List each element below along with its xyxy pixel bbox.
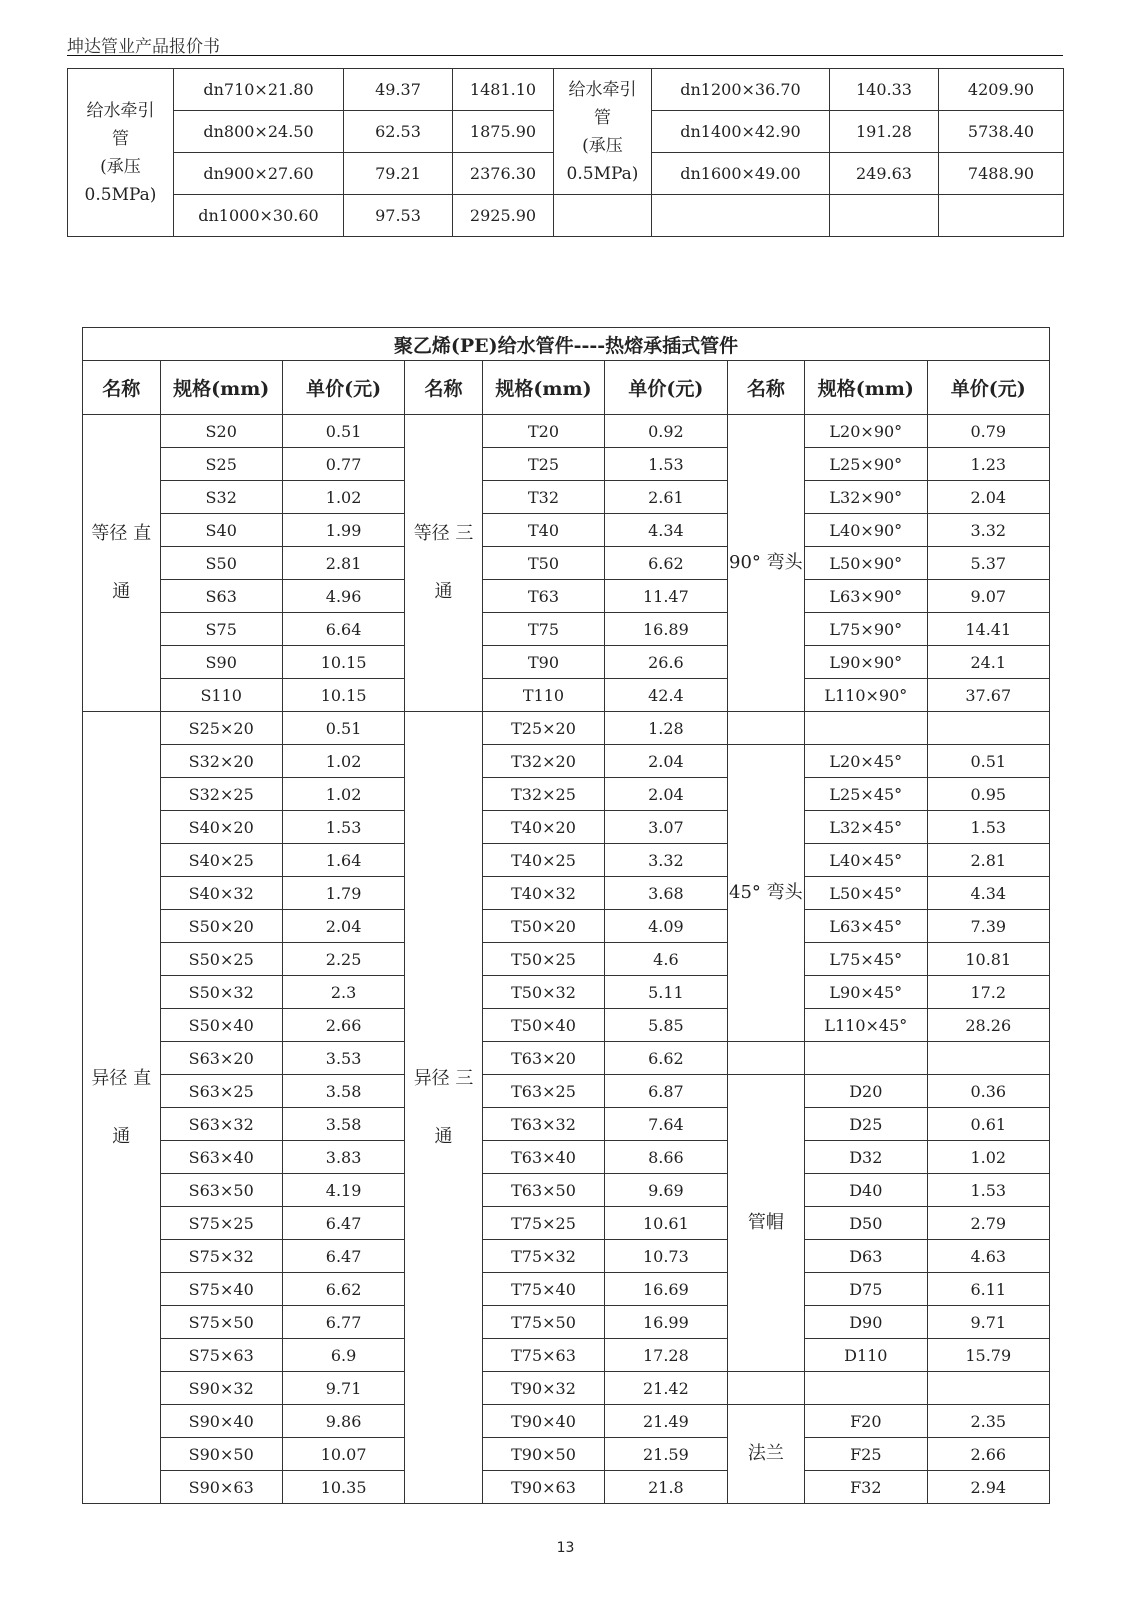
spec-cell: S75×32 (160, 1240, 282, 1273)
spec-cell: T50×40 (482, 1009, 604, 1042)
price-cell: 0.36 (927, 1075, 1050, 1108)
spec-cell: T50 (482, 547, 604, 580)
table-row (83, 1009, 1050, 1042)
spec-cell: T25×20 (482, 712, 604, 745)
spec-cell: D20 (805, 1075, 927, 1108)
table-title: 聚乙烯(PE)给水管件----热熔承插式管件 (83, 328, 1050, 361)
column-header: 规格(mm) (805, 361, 927, 415)
price-cell (830, 195, 939, 237)
price-cell: 6.87 (605, 1075, 727, 1108)
price-cell: 2.04 (927, 481, 1050, 514)
price-cell: 2.66 (282, 1009, 404, 1042)
empty-cell (727, 1042, 805, 1075)
spec-cell: dn800×24.50 (174, 111, 344, 153)
spec-cell: S20 (160, 415, 282, 448)
price-cell: 16.89 (605, 613, 727, 646)
price-cell: 4.09 (605, 910, 727, 943)
spec-cell: T90×50 (482, 1438, 604, 1471)
price-cell: 0.92 (605, 415, 727, 448)
price-cell: 7488.90 (939, 153, 1064, 195)
spec-cell: T90×63 (482, 1471, 604, 1504)
product-name-line: 给水牵引 (568, 79, 637, 100)
spec-cell: S63×20 (160, 1042, 282, 1075)
spec-cell (652, 195, 830, 237)
spec-cell: S63 (160, 580, 282, 613)
price-cell: 24.1 (927, 646, 1050, 679)
spec-cell: S75×63 (160, 1339, 282, 1372)
spec-cell: dn900×27.60 (174, 153, 344, 195)
table-row (83, 877, 1050, 910)
price-cell: 3.53 (282, 1042, 404, 1075)
spec-cell: D25 (805, 1108, 927, 1141)
spec-cell: T40×20 (482, 811, 604, 844)
table-row (83, 712, 1050, 745)
spec-cell: S40×32 (160, 877, 282, 910)
price-cell: 17.28 (605, 1339, 727, 1372)
spec-cell: F25 (805, 1438, 927, 1471)
spec-cell: T25 (482, 448, 604, 481)
price-cell: 2.3 (282, 976, 404, 1009)
spec-cell: L75×45° (805, 943, 927, 976)
price-cell: 9.71 (927, 1306, 1050, 1339)
price-cell: 4.34 (927, 877, 1050, 910)
price-cell: 2.94 (927, 1471, 1050, 1504)
price-cell: 17.2 (927, 976, 1050, 1009)
table-row (83, 1141, 1050, 1174)
price-cell: 2925.90 (453, 195, 554, 237)
price-cell: 249.63 (830, 153, 939, 195)
table-row (83, 1174, 1050, 1207)
spec-cell: S90×40 (160, 1405, 282, 1438)
price-cell: 21.49 (605, 1405, 727, 1438)
price-cell: 6.47 (282, 1240, 404, 1273)
table-row (83, 481, 1050, 514)
spec-cell: T50×32 (482, 976, 604, 1009)
price-cell: 1875.90 (453, 111, 554, 153)
column-header: 名称 (405, 361, 483, 415)
spec-cell: T90 (482, 646, 604, 679)
spec-cell: S90×63 (160, 1471, 282, 1504)
spec-cell: L25×45° (805, 778, 927, 811)
product-name-line: 0.5MPa) (566, 163, 639, 184)
spec-cell: T90×40 (482, 1405, 604, 1438)
spec-cell: S32×20 (160, 745, 282, 778)
column-header: 规格(mm) (482, 361, 604, 415)
spec-cell: T32×25 (482, 778, 604, 811)
spec-cell: T75×40 (482, 1273, 604, 1306)
price-cell: 5738.40 (939, 111, 1064, 153)
spec-cell: L50×90° (805, 547, 927, 580)
spec-cell: T63×32 (482, 1108, 604, 1141)
table-row (83, 547, 1050, 580)
price-cell: 0.51 (282, 712, 404, 745)
price-cell: 16.69 (605, 1273, 727, 1306)
spec-cell: L32×45° (805, 811, 927, 844)
price-cell: 5.11 (605, 976, 727, 1009)
spec-cell: T90×32 (482, 1372, 604, 1405)
spec-cell: T75×32 (482, 1240, 604, 1273)
price-cell (927, 1042, 1050, 1075)
spec-cell: L40×90° (805, 514, 927, 547)
price-cell: 10.61 (605, 1207, 727, 1240)
table-row (83, 1273, 1050, 1306)
spec-cell: S110 (160, 679, 282, 712)
spec-cell: L20×90° (805, 415, 927, 448)
spec-cell: L40×45° (805, 844, 927, 877)
column-header: 单价(元) (927, 361, 1050, 415)
price-cell: 4.34 (605, 514, 727, 547)
price-cell: 4.63 (927, 1240, 1050, 1273)
price-cell: 191.28 (830, 111, 939, 153)
price-cell: 10.07 (282, 1438, 404, 1471)
spec-cell: D63 (805, 1240, 927, 1273)
table-row (83, 613, 1050, 646)
price-cell: 3.32 (927, 514, 1050, 547)
spec-cell: T40×25 (482, 844, 604, 877)
price-cell: 1.99 (282, 514, 404, 547)
table-row (83, 1438, 1050, 1471)
price-cell: 26.6 (605, 646, 727, 679)
price-cell: 42.4 (605, 679, 727, 712)
table-row (68, 69, 1064, 111)
column-header: 名称 (83, 361, 161, 415)
column-header: 规格(mm) (160, 361, 282, 415)
spec-cell: S40 (160, 514, 282, 547)
price-cell: 0.61 (927, 1108, 1050, 1141)
price-cell: 2.81 (927, 844, 1050, 877)
price-cell: 1.23 (927, 448, 1050, 481)
price-cell: 11.47 (605, 580, 727, 613)
table-row (83, 514, 1050, 547)
spec-cell: dn1000×30.60 (174, 195, 344, 237)
spec-cell: T50×20 (482, 910, 604, 943)
spec-cell: S75×25 (160, 1207, 282, 1240)
spec-cell: T40×32 (482, 877, 604, 910)
spec-cell: T63×20 (482, 1042, 604, 1075)
product-name-line: 管 (112, 128, 129, 149)
spec-cell: D110 (805, 1339, 927, 1372)
spec-cell: F32 (805, 1471, 927, 1504)
table-row (83, 1075, 1050, 1108)
spec-cell: dn710×21.80 (174, 69, 344, 111)
price-cell: 2.66 (927, 1438, 1050, 1471)
spec-cell: T32 (482, 481, 604, 514)
price-cell: 10.15 (282, 646, 404, 679)
price-cell: 28.26 (927, 1009, 1050, 1042)
table-row (83, 1306, 1050, 1339)
spec-cell: dn1200×36.70 (652, 69, 830, 111)
price-cell: 1.64 (282, 844, 404, 877)
spec-cell: S63×25 (160, 1075, 282, 1108)
spec-cell: T63×40 (482, 1141, 604, 1174)
spec-cell: S50×40 (160, 1009, 282, 1042)
price-cell: 2.25 (282, 943, 404, 976)
table-row (83, 811, 1050, 844)
spec-cell: S63×50 (160, 1174, 282, 1207)
column-header: 单价(元) (282, 361, 404, 415)
empty-cell (554, 195, 652, 237)
price-cell (939, 195, 1064, 237)
spec-cell: S40×20 (160, 811, 282, 844)
price-cell: 1481.10 (453, 69, 554, 111)
price-cell: 6.9 (282, 1339, 404, 1372)
price-cell: 79.21 (344, 153, 453, 195)
price-cell: 2376.30 (453, 153, 554, 195)
traction-pipe-table (67, 68, 1064, 237)
table-row (83, 1207, 1050, 1240)
price-cell: 2.35 (927, 1405, 1050, 1438)
spec-cell: T32×20 (482, 745, 604, 778)
table-row (68, 195, 1064, 237)
spec-cell: S90×32 (160, 1372, 282, 1405)
table-row (83, 415, 1050, 448)
price-cell: 4.96 (282, 580, 404, 613)
spec-cell: L63×45° (805, 910, 927, 943)
pe-fittings-table (82, 327, 1050, 1504)
price-cell: 6.64 (282, 613, 404, 646)
price-cell: 6.62 (605, 547, 727, 580)
spec-cell: S63×32 (160, 1108, 282, 1141)
spec-cell: D40 (805, 1174, 927, 1207)
spec-cell: S50×20 (160, 910, 282, 943)
spec-cell: L63×90° (805, 580, 927, 613)
price-cell: 62.53 (344, 111, 453, 153)
price-cell: 0.79 (927, 415, 1050, 448)
spec-cell: T63×25 (482, 1075, 604, 1108)
price-cell: 14.41 (927, 613, 1050, 646)
group-name-cell: 异径 三通 (405, 712, 483, 1504)
price-cell: 3.07 (605, 811, 727, 844)
price-cell: 0.51 (282, 415, 404, 448)
spec-cell: S75×40 (160, 1273, 282, 1306)
spec-cell (805, 1372, 927, 1405)
spec-cell: L75×90° (805, 613, 927, 646)
spec-cell: dn1400×42.90 (652, 111, 830, 153)
group-name-cell: 45° 弯头 (727, 745, 805, 1042)
spec-cell (805, 712, 927, 745)
price-cell: 6.62 (282, 1273, 404, 1306)
spec-cell: S50×25 (160, 943, 282, 976)
price-cell: 7.64 (605, 1108, 727, 1141)
spec-cell: S40×25 (160, 844, 282, 877)
header-rule (67, 55, 1063, 56)
spec-cell: L110×90° (805, 679, 927, 712)
spec-cell: T75 (482, 613, 604, 646)
spec-cell: S90×50 (160, 1438, 282, 1471)
spec-cell: L90×90° (805, 646, 927, 679)
price-cell: 1.79 (282, 877, 404, 910)
product-name-line: 给水牵引 (86, 100, 155, 121)
price-cell: 1.53 (282, 811, 404, 844)
table-row (83, 448, 1050, 481)
group-name-cell: 90° 弯头 (727, 415, 805, 712)
price-cell: 2.81 (282, 547, 404, 580)
spec-cell: T63×50 (482, 1174, 604, 1207)
price-cell: 1.53 (927, 811, 1050, 844)
price-cell: 0.77 (282, 448, 404, 481)
price-cell: 7.39 (927, 910, 1050, 943)
table-row (83, 679, 1050, 712)
price-cell: 1.28 (605, 712, 727, 745)
price-cell (927, 712, 1050, 745)
price-cell: 16.99 (605, 1306, 727, 1339)
price-cell: 1.53 (927, 1174, 1050, 1207)
price-cell: 1.02 (282, 481, 404, 514)
spec-cell: D50 (805, 1207, 927, 1240)
spec-cell: T63 (482, 580, 604, 613)
spec-cell: D90 (805, 1306, 927, 1339)
spec-cell: S50 (160, 547, 282, 580)
spec-cell: L90×45° (805, 976, 927, 1009)
table-row (83, 778, 1050, 811)
group-name-cell: 法兰 (727, 1405, 805, 1504)
spec-cell: S32 (160, 481, 282, 514)
price-cell: 3.32 (605, 844, 727, 877)
price-cell: 21.8 (605, 1471, 727, 1504)
price-cell: 4.6 (605, 943, 727, 976)
price-cell: 37.67 (927, 679, 1050, 712)
price-cell: 0.95 (927, 778, 1050, 811)
price-cell: 9.07 (927, 580, 1050, 613)
price-cell: 49.37 (344, 69, 453, 111)
spec-cell: S63×40 (160, 1141, 282, 1174)
price-cell: 10.35 (282, 1471, 404, 1504)
table-row (83, 943, 1050, 976)
spec-cell: T40 (482, 514, 604, 547)
price-cell: 9.71 (282, 1372, 404, 1405)
price-cell: 2.79 (927, 1207, 1050, 1240)
price-cell: 0.51 (927, 745, 1050, 778)
spec-cell (805, 1042, 927, 1075)
spec-cell: T75×63 (482, 1339, 604, 1372)
price-cell: 21.59 (605, 1438, 727, 1471)
price-cell: 1.53 (605, 448, 727, 481)
price-cell: 5.85 (605, 1009, 727, 1042)
price-cell: 2.04 (605, 778, 727, 811)
spec-cell: S32×25 (160, 778, 282, 811)
spec-cell: L20×45° (805, 745, 927, 778)
price-cell: 97.53 (344, 195, 453, 237)
price-cell: 5.37 (927, 547, 1050, 580)
group-name-cell: 异径 直通 (83, 712, 161, 1504)
price-cell: 3.68 (605, 877, 727, 910)
price-cell: 6.11 (927, 1273, 1050, 1306)
price-cell: 1.02 (282, 778, 404, 811)
spec-cell: S25 (160, 448, 282, 481)
spec-cell: S50×32 (160, 976, 282, 1009)
column-header: 单价(元) (605, 361, 727, 415)
price-cell: 3.83 (282, 1141, 404, 1174)
table-row (83, 910, 1050, 943)
price-cell (927, 1372, 1050, 1405)
price-cell: 6.47 (282, 1207, 404, 1240)
empty-cell (727, 1372, 805, 1405)
price-cell: 9.86 (282, 1405, 404, 1438)
table-row (83, 1471, 1050, 1504)
page-number: 13 (556, 1540, 575, 1556)
price-cell: 6.77 (282, 1306, 404, 1339)
table-row (83, 1339, 1050, 1372)
price-cell: 10.73 (605, 1240, 727, 1273)
price-cell: 1.02 (282, 745, 404, 778)
price-cell: 2.61 (605, 481, 727, 514)
spec-cell: L110×45° (805, 1009, 927, 1042)
price-cell: 3.58 (282, 1075, 404, 1108)
spec-cell: T20 (482, 415, 604, 448)
table-row (83, 646, 1050, 679)
spec-cell: S75 (160, 613, 282, 646)
table-row (83, 1108, 1050, 1141)
spec-cell: L32×90° (805, 481, 927, 514)
product-name-line: 管 (594, 107, 611, 128)
table-row (83, 1372, 1050, 1405)
spec-cell: T110 (482, 679, 604, 712)
spec-cell: dn1600×49.00 (652, 153, 830, 195)
price-cell: 6.62 (605, 1042, 727, 1075)
group-name-cell: 等径 三通 (405, 415, 483, 712)
price-cell: 2.04 (282, 910, 404, 943)
spec-cell: S25×20 (160, 712, 282, 745)
column-header: 名称 (727, 361, 805, 415)
table-row (83, 1405, 1050, 1438)
product-name-line: 0.5MPa) (84, 184, 157, 205)
price-cell: 10.15 (282, 679, 404, 712)
spec-cell: S90 (160, 646, 282, 679)
spec-cell: D32 (805, 1141, 927, 1174)
product-name-cell (554, 69, 652, 195)
spec-cell: S75×50 (160, 1306, 282, 1339)
price-cell: 3.58 (282, 1108, 404, 1141)
spec-cell: T75×25 (482, 1207, 604, 1240)
empty-cell (727, 712, 805, 745)
page-header: 坤达管业产品报价书 (67, 37, 220, 57)
product-name-line: (承压 (582, 135, 623, 156)
price-cell: 2.04 (605, 745, 727, 778)
price-cell: 21.42 (605, 1372, 727, 1405)
price-cell: 15.79 (927, 1339, 1050, 1372)
price-cell: 140.33 (830, 69, 939, 111)
table-row (83, 745, 1050, 778)
table-row (83, 580, 1050, 613)
price-cell: 4209.90 (939, 69, 1064, 111)
price-cell: 10.81 (927, 943, 1050, 976)
table-row (83, 976, 1050, 1009)
price-cell: 4.19 (282, 1174, 404, 1207)
group-name-cell: 等径 直通 (83, 415, 161, 712)
group-name-cell: 管帽 (727, 1075, 805, 1372)
product-name-cell (68, 69, 174, 237)
spec-cell: D75 (805, 1273, 927, 1306)
spec-cell: L50×45° (805, 877, 927, 910)
spec-cell: L25×90° (805, 448, 927, 481)
spec-cell: F20 (805, 1405, 927, 1438)
price-cell: 8.66 (605, 1141, 727, 1174)
table-row (83, 1240, 1050, 1273)
spec-cell: T50×25 (482, 943, 604, 976)
product-name-line: (承压 (100, 156, 141, 177)
price-cell: 9.69 (605, 1174, 727, 1207)
price-cell: 1.02 (927, 1141, 1050, 1174)
spec-cell: T75×50 (482, 1306, 604, 1339)
table-row (83, 1042, 1050, 1075)
table-row (83, 844, 1050, 877)
